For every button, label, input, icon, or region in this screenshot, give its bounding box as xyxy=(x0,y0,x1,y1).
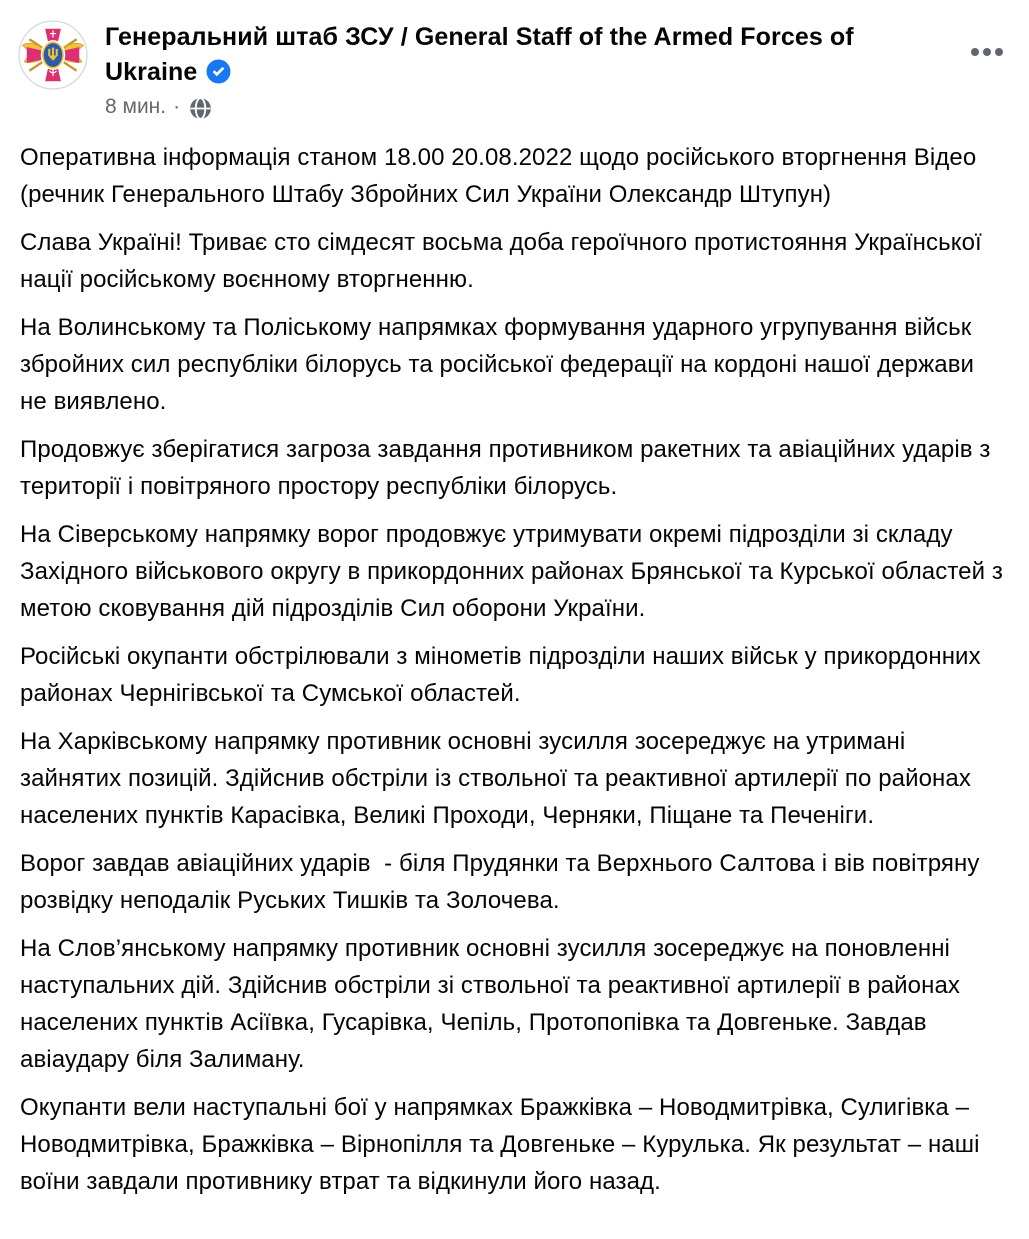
verified-badge-icon xyxy=(206,59,231,84)
post-paragraph: Оперативна інформація станом 18.00 20.08.2022 щодо російського вторгнення Відео (речник Генерального Штабу Збройних Сил України Олександр Штупун) xyxy=(20,144,984,208)
page-title xyxy=(105,20,920,90)
post-header xyxy=(0,0,1029,120)
post-paragraph: Окупанти вели наступальні бої у напрямках Бражківка – Новодмитрівка, Сулигівка – Новодмитрівка, Бражківка – Вірнопілля та Довгеньке – Курулька. Як результат – наші воїни завдали противнику втрат та відкинули його назад. xyxy=(20,1094,987,1195)
post-text xyxy=(0,120,1029,1200)
header-info xyxy=(105,20,959,120)
public-audience-globe-icon xyxy=(189,97,212,120)
ellipsis-dot xyxy=(971,48,979,56)
post-paragraph: Ворог завдав авіаційних ударів - біля Прудянки та Верхнього Салтова і вів повітряну розвідку неподалік Руських Тишків та Золочева. xyxy=(20,850,987,914)
post-timestamp[interactable]: 8 мин. xyxy=(105,95,167,118)
general-staff-emblem-icon xyxy=(19,21,87,89)
page-name-link[interactable]: Генеральний штаб ЗСУ / General Staff of the Armed Forces of Ukraine xyxy=(105,23,854,86)
ellipsis-dot xyxy=(995,48,1003,56)
post-paragraph: Продовжує зберігатися загроза завдання противником ракетних та авіаційних ударів з території і повітряного простору республіки білорусь. xyxy=(20,436,998,500)
post-paragraph: На Харківському напрямку противник основні зусилля зосереджує на утримані зайнятих позицій. Здійснив обстріли із ствольної та реактивної артилерії по районах населених пунктів Карасівка, Великі Проходи, Черняки, Піщане та Печеніги. xyxy=(20,728,978,829)
post-paragraph: На Сіверському напрямку ворог продовжує утримувати окремі підрозділи зі складу Західного військового округу в прикордонних районах Брянської та Курської областей з метою сковування дій підрозділів Сил оборони України. xyxy=(20,521,1010,622)
ellipsis-dot xyxy=(983,48,991,56)
post-paragraph: На Слов’янському напрямку противник основні зусилля зосереджує на поновленні наступальних дій. Здійснив обстріли зі ствольної та реактивної артилерії в районах населених пунктів Асіївка, Гусарівка, Чепіль, Протопопівка та Довгеньке. Завдав авіаудару біля Залиману. xyxy=(20,935,967,1073)
post-paragraph: На Волинському та Поліському напрямках формування ударного угрупування військ збройних сил республіки білорусь та російської федерації на кордоні нашої держави не виявлено. xyxy=(20,314,981,415)
meta-separator: · xyxy=(173,95,181,118)
post-paragraph: Російські окупанти обстрілювали з мінометів підрозділи наших військ у прикордонних районах Чернігівської та Сумської областей. xyxy=(20,643,988,707)
post-menu-button[interactable] xyxy=(969,40,1005,64)
page-avatar[interactable] xyxy=(18,20,88,90)
post-meta-row xyxy=(105,94,959,120)
post-paragraph: Слава Україні! Триває сто сімдесят восьма доба героїчного протистояння Української нації російському воєнному вторгненню. xyxy=(20,229,989,293)
